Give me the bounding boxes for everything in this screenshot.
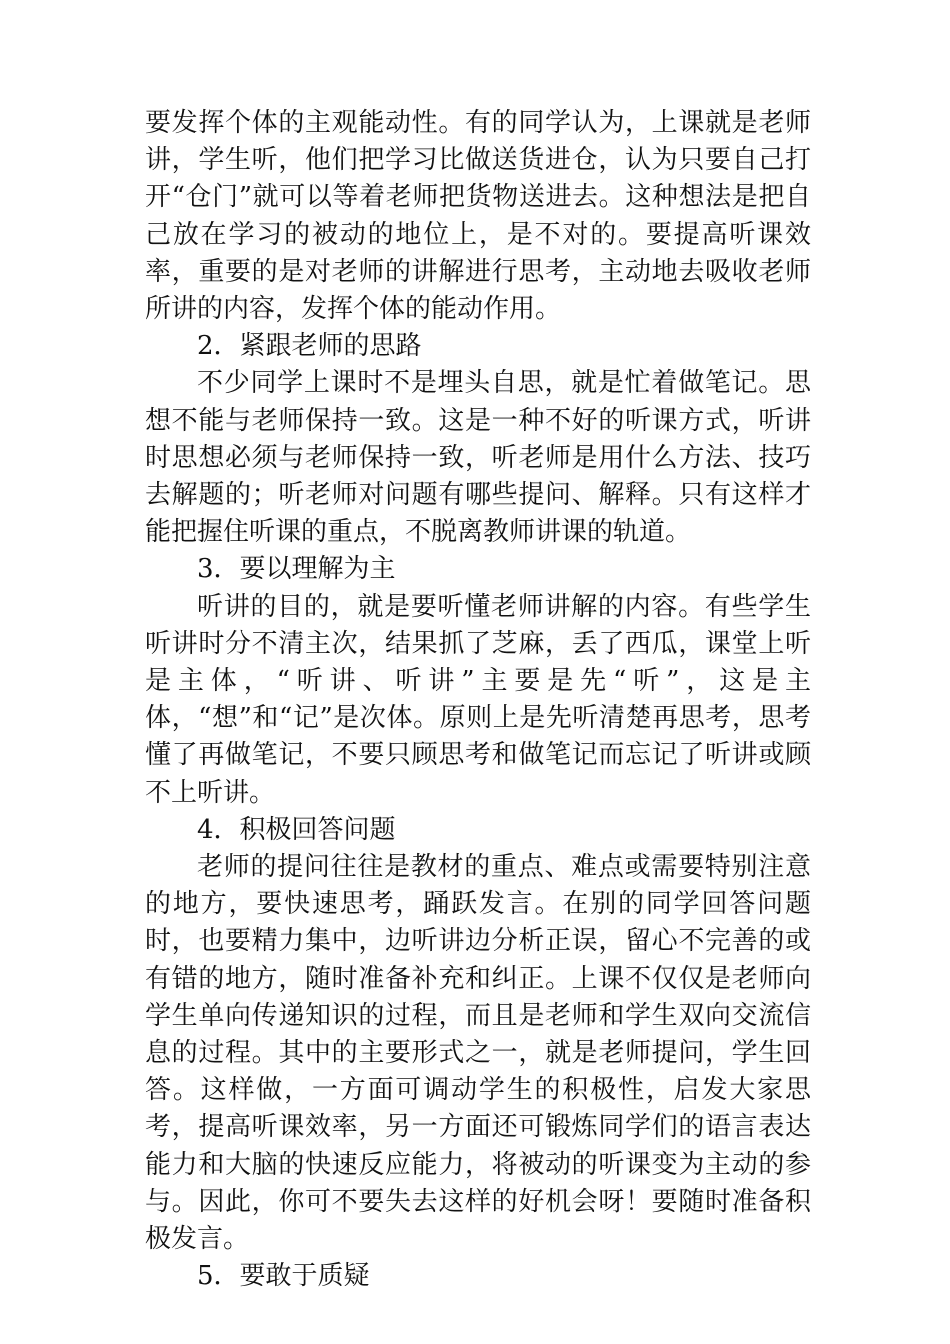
paragraph-section-3: 听讲的目的，就是要听懂老师讲解的内容。有些学生听讲时分不清主次，结果抓了芝麻，丢了西瓜，课堂上听是主体，“听讲、听讲”主要是先“听”，这是主体，“想”和“记”是次体。原则上是先听清楚再思考，思考懂了再做笔记，不要只顾思考和做笔记而忘记了听讲或顾不上听讲。 bbox=[145, 591, 811, 808]
section-heading-3: 3．要以理解为主 bbox=[197, 554, 396, 585]
section-heading-4: 4．积极回答问题 bbox=[197, 814, 396, 845]
section-heading-5: 5．要敢于质疑 bbox=[197, 1261, 370, 1292]
paragraph-section-4: 老师的提问往往是教材的重点、难点或需要特别注意的地方，要快速思考，踊跃发言。在别的同学回答问题时，也要精力集中，边听讲边分析正误，留心不完善的或有错的地方，随时准备补充和纠正。上课不仅仅是老师向学生单向传递知识的过程，而且是老师和学生双向交流信息的过程。其中的主要形式之一，就是老师提问，学生回答。这样做，一方面可调动学生的积极性，启发大家思考，提高听课效率，另一方面还可锻炼同学们的语言表达能力和大脑的快速反应能力，将被动的听课变为主动的参与。因此，你可不要失去这样的好机会呀！要随时准备积极发言。 bbox=[145, 852, 811, 1255]
paragraph-section-2: 不少同学上课时不是埋头自思，就是忙着做笔记。思想不能与老师保持一致。这是一种不好的听课方式，听讲时思想必须与老师保持一致，听老师是用什么方法、技巧去解题的；听老师对问题有哪些提问、解释。只有这样才能把握住听课的重点，不脱离教师讲课的轨道。 bbox=[145, 368, 811, 548]
paragraph-intro-continuation: 要发挥个体的主观能动性。有的同学认为，上课就是老师讲，学生听，他们把学习比做送货进仓，认为只要自己打开“仓门”就可以等着老师把货物送进去。这种想法是把自己放在学习的被动的地位上，是不对的。要提高听课效率，重要的是对老师的讲解进行思考，主动地去吸收老师所讲的内容，发挥个体的能动作用。 bbox=[145, 108, 811, 325]
section-heading-2: 2．紧跟老师的思路 bbox=[197, 331, 422, 362]
document-page bbox=[145, 105, 811, 1296]
